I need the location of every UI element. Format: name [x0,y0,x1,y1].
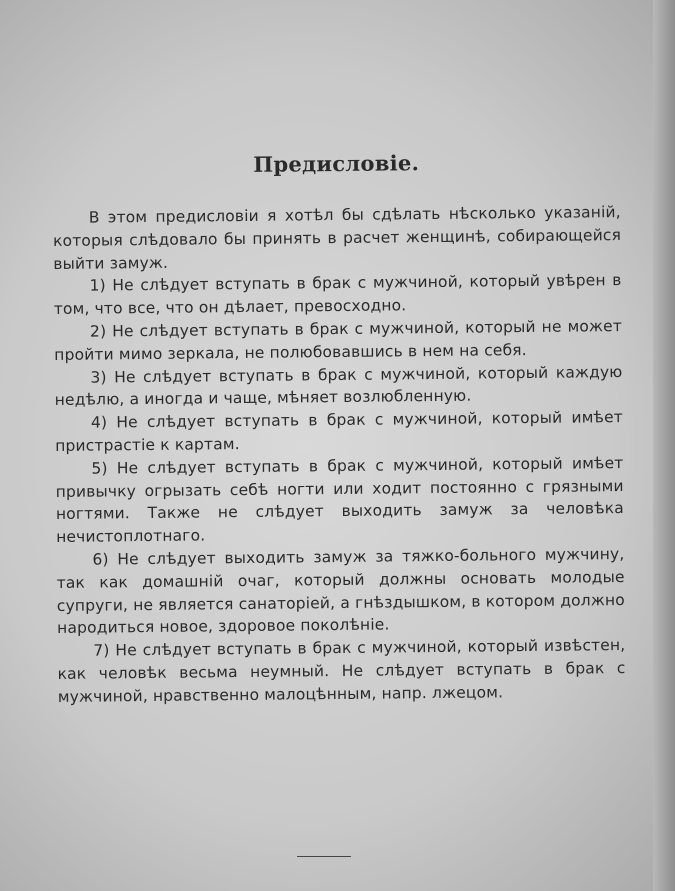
rule-paragraph-1: 1) Не слѣдует вступать в брак с мужчиной, который увѣрен в том, что все, что он дѣлает, превосходно. [53,271,622,319]
rule-paragraph-7: 7) Не слѣдует вступать в брак с мужчиной, который извѣстен, как человѣк весьма неумный. Не слѣдует вступать в брак с мужчиной, нравственно малоцѣнным, напр. лжецом. [57,636,626,706]
page-edge-shadow [653,0,675,891]
page-text-block [52,134,626,708]
rule-paragraph-3: 3) Не слѣдует вступать в брак с мужчиной, который каждую недѣлю, а иногда и чаще, мѣняет возлюбленную. [54,362,623,410]
rule-paragraph-5: 5) Не слѣдует вступать в брак с мужчиной, который имѣет привычку огрызать себѣ ногти или ходит постоянно с грязными ногтями. Также не слѣдует выходить замуж за человѣка нечистоплотнаго. [55,453,624,547]
page-title: Предисловіе. [253,150,420,177]
intro-paragraph: В этом предисловіи я хотѣл бы сдѣлать нѣсколько указаній, которыя слѣдовало бы принять в расчет женщинѣ, собирающейся выйти замуж. [52,203,622,273]
rule-paragraph-4: 4) Не слѣдует вступать в брак с мужчиной, который имѣет пристрастіе к картам. [55,408,624,455]
rule-paragraph-6: 6) Не слѣдует выходить замуж за тяжко-больного мужчину, так как домашній очаг, который должны основать молодые супруги, не является санаторіей, а гнѣздышком, в котором должно народиться новое, здоровое поколѣніе. [56,544,625,638]
footer-divider [297,856,351,857]
rule-paragraph-2: 2) Не слѣдует вступать в брак с мужчиной, который не может пройти мимо зеркала, не полюбовавшись в нем на себя. [54,317,623,364]
